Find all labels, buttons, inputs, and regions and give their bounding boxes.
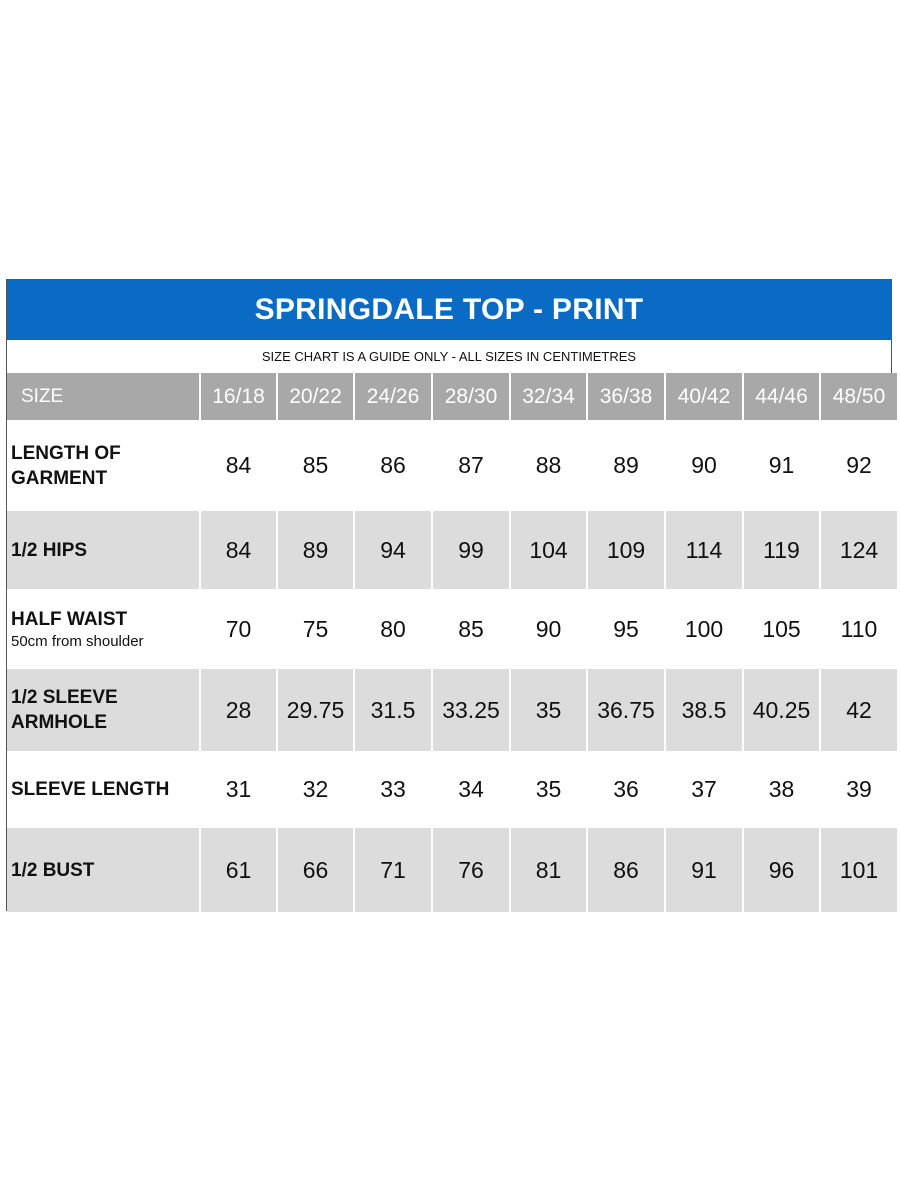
table-cell: 85 — [277, 420, 354, 511]
size-header: 32/34 — [510, 373, 587, 420]
table-cell: 110 — [820, 589, 897, 669]
table-cell: 96 — [743, 828, 820, 912]
table-cell: 80 — [354, 589, 432, 669]
table-cell: 70 — [200, 589, 277, 669]
table-cell: 76 — [432, 828, 510, 912]
row-label-text: LENGTH OF GARMENT — [11, 442, 121, 489]
row-label — [7, 589, 200, 669]
table-cell: 40.25 — [743, 669, 820, 751]
size-header: 48/50 — [820, 373, 897, 420]
table-cell: 86 — [587, 828, 665, 912]
table-cell: 87 — [432, 420, 510, 511]
table-cell: 31 — [200, 751, 277, 828]
table-cell: 29.75 — [277, 669, 354, 751]
row-label-text: 1/2 BUST — [11, 859, 95, 881]
size-header: 44/46 — [743, 373, 820, 420]
table-row — [7, 751, 897, 828]
row-label — [7, 751, 200, 828]
size-header: 16/18 — [200, 373, 277, 420]
table-cell: 95 — [587, 589, 665, 669]
table-cell: 89 — [277, 511, 354, 589]
size-header: 40/42 — [665, 373, 743, 420]
table-row — [7, 420, 897, 511]
table-cell: 86 — [354, 420, 432, 511]
table-cell: 39 — [820, 751, 897, 828]
table-cell: 85 — [432, 589, 510, 669]
size-header: 36/38 — [587, 373, 665, 420]
chart-subtitle: SIZE CHART IS A GUIDE ONLY - ALL SIZES IN CENTIMETRES — [261, 349, 637, 364]
table-row — [7, 589, 897, 669]
table-cell: 28 — [200, 669, 277, 751]
table-cell: 61 — [200, 828, 277, 912]
table-cell: 35 — [510, 751, 587, 828]
row-label-text: 1/2 SLEEVE ARMHOLE — [11, 687, 118, 733]
table-cell: 109 — [587, 511, 665, 589]
table-cell: 66 — [277, 828, 354, 912]
table-cell: 94 — [354, 511, 432, 589]
table-cell: 101 — [820, 828, 897, 912]
table-cell: 32 — [277, 751, 354, 828]
table-cell: 99 — [432, 511, 510, 589]
row-label — [7, 669, 200, 751]
table-cell: 84 — [200, 511, 277, 589]
table-cell: 38 — [743, 751, 820, 828]
table-cell: 34 — [432, 751, 510, 828]
table-cell: 31.5 — [354, 669, 432, 751]
table-cell: 84 — [200, 420, 277, 511]
row-label-text: SLEEVE LENGTH — [11, 779, 170, 800]
table-row — [7, 828, 897, 912]
row-label-text: 1/2 HIPS — [11, 539, 88, 561]
table-cell: 88 — [510, 420, 587, 511]
table-cell: 36.75 — [587, 669, 665, 751]
table-cell: 100 — [665, 589, 743, 669]
size-header: 24/26 — [354, 373, 432, 420]
row-label-note: 50cm from shoulder — [11, 632, 144, 650]
table-cell: 90 — [665, 420, 743, 511]
row-label — [7, 511, 200, 589]
table-cell: 71 — [354, 828, 432, 912]
table-cell: 105 — [743, 589, 820, 669]
row-label — [7, 828, 200, 912]
table-cell: 35 — [510, 669, 587, 751]
table-cell: 42 — [820, 669, 897, 751]
table-cell: 119 — [743, 511, 820, 589]
size-table — [7, 373, 897, 912]
table-row — [7, 669, 897, 751]
table-cell: 33 — [354, 751, 432, 828]
row-label-text: HALF WAIST — [11, 608, 128, 630]
table-cell: 90 — [510, 589, 587, 669]
chart-title: SPRINGDALE TOP - PRINT — [7, 280, 891, 340]
table-cell: 91 — [665, 828, 743, 912]
row-label — [7, 420, 200, 511]
table-cell: 104 — [510, 511, 587, 589]
size-header: 20/22 — [277, 373, 354, 420]
size-header: 28/30 — [432, 373, 510, 420]
table-row — [7, 511, 897, 589]
table-cell: 33.25 — [432, 669, 510, 751]
table-cell: 114 — [665, 511, 743, 589]
table-cell: 38.5 — [665, 669, 743, 751]
table-cell: 75 — [277, 589, 354, 669]
table-cell: 92 — [820, 420, 897, 511]
size-header-label: SIZE — [7, 373, 200, 420]
table-cell: 36 — [587, 751, 665, 828]
table-cell: 37 — [665, 751, 743, 828]
table-cell: 89 — [587, 420, 665, 511]
table-cell: 81 — [510, 828, 587, 912]
table-cell: 91 — [743, 420, 820, 511]
table-cell: 124 — [820, 511, 897, 589]
header-row — [7, 373, 897, 420]
size-chart — [6, 279, 892, 911]
